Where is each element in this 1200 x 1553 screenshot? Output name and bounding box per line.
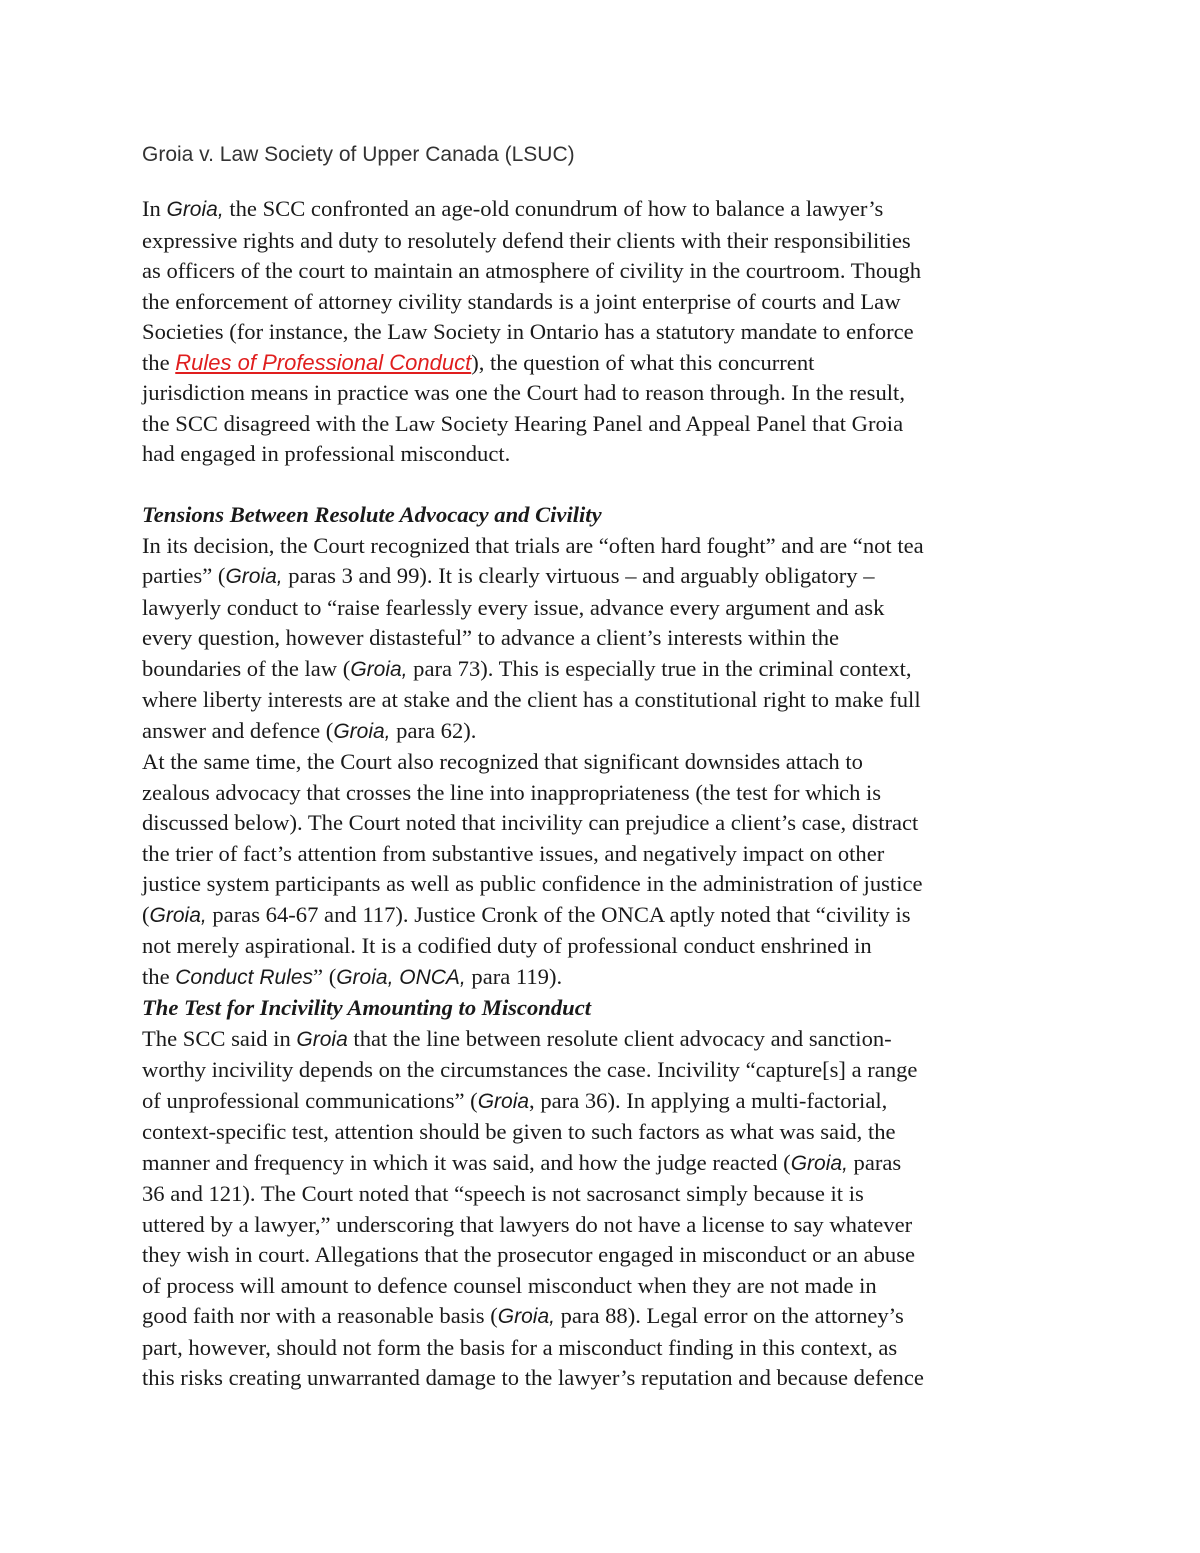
text-run: the SCC confronted an age-old conundrum of how to balance a lawyer’s [223, 196, 884, 221]
case-name: Groia, [350, 657, 408, 681]
case-name: Groia [296, 1027, 348, 1051]
text-line: they wish in court. Allegations that the prosecutor engaged in misconduct or an abuse [142, 1242, 916, 1267]
case-name: Groia [477, 1089, 530, 1113]
case-name: Groia, [225, 565, 283, 588]
text-run: para 73). This is especially true in the criminal context, [407, 655, 912, 681]
text-line [142, 716, 1062, 748]
text-line: every question, however distasteful” to advance a client’s interests within the [142, 625, 840, 650]
rules-of-professional-conduct-link[interactable]: Rules of Professional Conduct [175, 349, 472, 375]
rules-name: Conduct Rules [175, 965, 314, 989]
text-line: not merely aspirational. It is a codified duty of professional conduct enshrined in [142, 933, 872, 958]
text-line [142, 900, 1062, 932]
text-line: of process will amount to defence counsel misconduct when they are not made in [142, 1272, 877, 1298]
paragraph-spacer [142, 470, 1062, 501]
text-run: para 119). [465, 963, 563, 989]
text-line: context-specific test, attention should be given to such factors as what was said, the [142, 1119, 896, 1144]
text-line [142, 1148, 1062, 1180]
section-heading: Tensions Between Resolute Advocacy and Civility [142, 502, 602, 527]
text-line: justice system participants as well as public confidence in the administration of justice [142, 871, 923, 896]
text-run: The SCC said in [142, 1025, 297, 1051]
case-name: Groia, [497, 1305, 555, 1328]
text-line: the SCC disagreed with the Law Society Hearing Panel and Appeal Panel that Groia [142, 410, 904, 436]
text-line: At the same time, the Court also recognized that significant downsides attach to [142, 749, 863, 774]
text-line: had engaged in professional misconduct. [142, 441, 511, 466]
text-line [142, 962, 1062, 994]
text-run: paras 64-67 and 117). Justice Cronk of the ONCA aptly noted that “civility is [206, 901, 911, 927]
text-line: the enforcement of attorney civility standards is a joint enterprise of courts and Law [142, 288, 901, 314]
text-run: the [142, 349, 176, 375]
text-run: paras 3 and 99). It is clearly virtuous – and arguably obligatory – [282, 563, 875, 588]
text-run: ( [142, 901, 150, 927]
text-run: para 62). [390, 717, 477, 743]
text-line [142, 194, 1062, 226]
text-line: Societies (for instance, the Law Society in Ontario has a statutory mandate to enforce [142, 319, 914, 344]
text-run: ” ( [313, 963, 337, 989]
text-run: boundaries of the law ( [142, 655, 351, 681]
case-name: Groia, ONCA, [336, 965, 466, 989]
case-name: Groia, [333, 719, 391, 743]
text-line [142, 1301, 1062, 1333]
text-line [142, 654, 1062, 686]
text-run: para 88). Legal error on the attorney’s [554, 1303, 904, 1328]
text-run: the [142, 963, 176, 989]
text-line [142, 1024, 1062, 1056]
text-line: jurisdiction means in practice was one the Court had to reason through. In the result, [142, 380, 905, 405]
text-line: uttered by a lawyer,” underscoring that lawyers do not have a license to say whatever [142, 1211, 913, 1237]
text-run: manner and frequency in which it was said, and how the judge reacted ( [142, 1149, 791, 1175]
text-line: part, however, should not form the basis for a misconduct finding in this context, as [142, 1334, 898, 1360]
text-line: discussed below). The Court noted that incivility can prejudice a client’s case, distract [142, 810, 919, 835]
text-line: expressive rights and duty to resolutely defend their clients with their responsibilities [142, 227, 911, 253]
section-test-for-incivility [142, 993, 1062, 1394]
text-run: good faith nor with a reasonable basis ( [142, 1303, 498, 1328]
text-line: where liberty interests are at stake and the client has a constitutional right to make full [142, 687, 921, 712]
text-line: zealous advocacy that crosses the line into inappropriateness (the test for which is [142, 779, 882, 805]
text-line: lawyerly conduct to “raise fearlessly every issue, advance every argument and ask [142, 594, 885, 620]
section-tensions [142, 500, 1062, 993]
case-name: Groia, [790, 1151, 848, 1175]
text-run: ), the question of what this concurrent [471, 349, 815, 375]
document-body [142, 194, 1062, 1394]
case-name: Groia, [149, 903, 207, 927]
text-line: as officers of the court to maintain an atmosphere of civility in the courtroom. Though [142, 258, 922, 283]
intro-paragraph [142, 194, 1062, 470]
text-run: parties” ( [142, 563, 226, 588]
text-line [142, 561, 1062, 593]
text-line [142, 1086, 1062, 1118]
case-name: Groia, [166, 198, 224, 221]
text-run: of unprofessional communications” ( [142, 1087, 478, 1113]
text-run: paras [847, 1149, 902, 1175]
document-title: Groia v. Law Society of Upper Canada (LSUC) [142, 143, 575, 166]
text-line: worthy incivility depends on the circumstances the case. Incivility “capture[s] a range [142, 1057, 918, 1082]
text-line: 36 and 121). The Court noted that “speech is not sacrosanct simply because it is [142, 1181, 864, 1206]
section-heading: The Test for Incivility Amounting to Misconduct [142, 995, 591, 1020]
text-run: In [142, 196, 167, 221]
text-line [142, 348, 1062, 379]
text-line: In its decision, the Court recognized that trials are “often hard fought” and are “not tea [142, 532, 924, 558]
text-line: the trier of fact’s attention from substantive issues, and negatively impact on other [142, 840, 885, 866]
text-run: answer and defence ( [142, 717, 334, 743]
text-line: this risks creating unwarranted damage to the lawyer’s reputation and because defence [142, 1365, 924, 1390]
text-run: , para 36). In applying a multi-factorial, [529, 1087, 888, 1113]
text-run: that the line between resolute client advocacy and sanction- [347, 1025, 892, 1051]
